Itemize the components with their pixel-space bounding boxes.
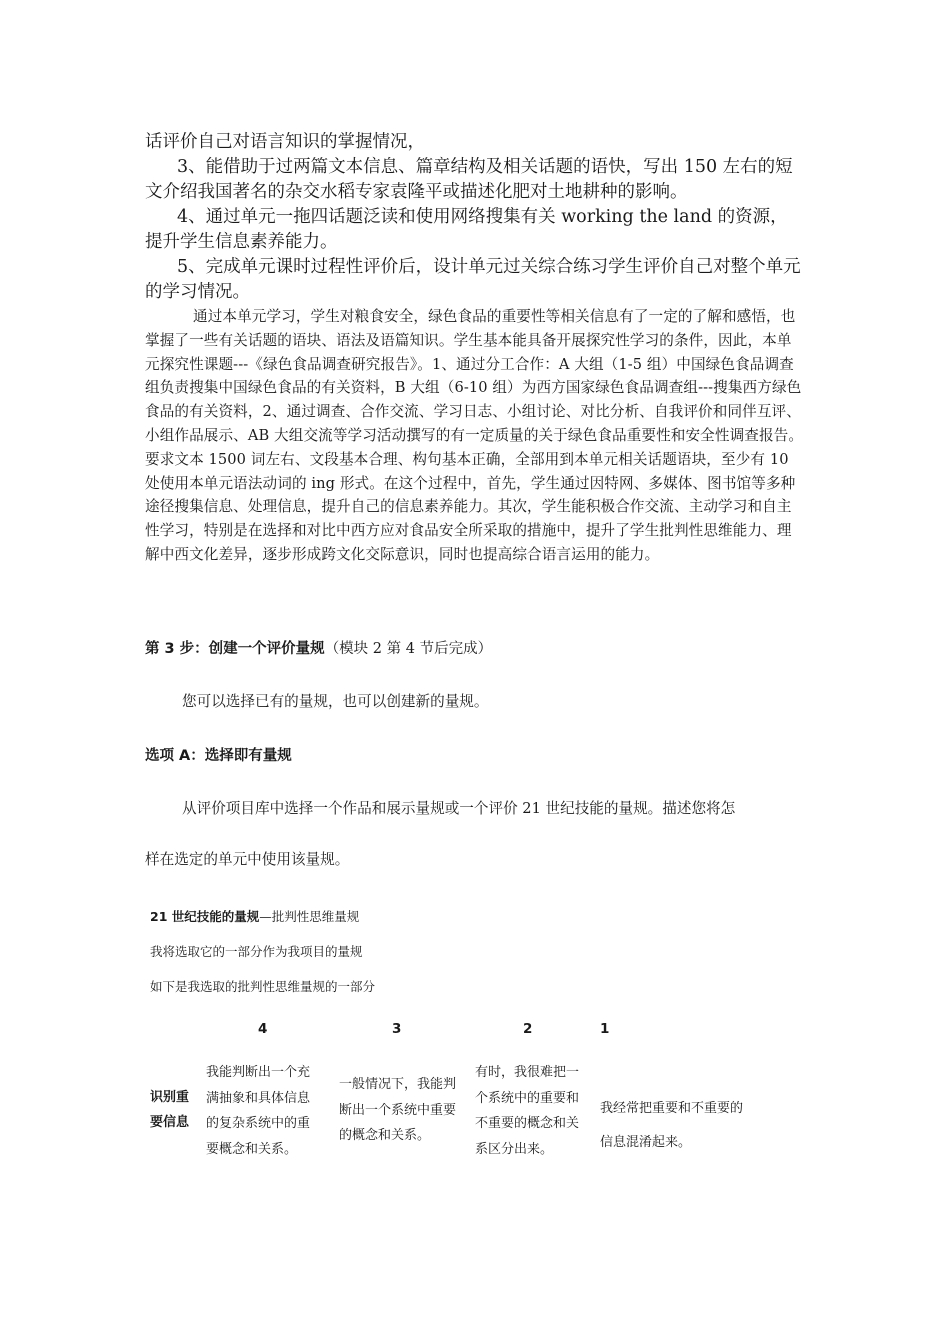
step3-description: 您可以选择已有的量规，也可以创建新的量规。 xyxy=(182,693,489,710)
step3-heading-note: （模块 2 第 4 节后完成） xyxy=(324,641,493,657)
rubric-title-bold: 21 世纪技能的量规 xyxy=(150,909,260,924)
option-a-heading-bold: 选项 A：选择即有量规 xyxy=(145,748,292,764)
rubric-cell-level-4: 我能判断出一个充满抽象和具体信息的复杂系统中的重要概念和关系。 xyxy=(206,1065,311,1157)
rubric-cell-level-2: 有时，我很难把一个系统中的重要和不重要的概念和关系区分出来。 xyxy=(475,1065,580,1157)
step3-heading-bold: 第 3 步：创建一个评价量规 xyxy=(145,641,325,657)
level-header-3: 3 xyxy=(392,1021,402,1037)
summary-paragraph: 通过本单元学习，学生对粮食安全，绿色食品的重要性等相关信息有了一定的了解和感悟，也掌握了一些有关话题的语块、语法及语篇知识。学生基本能具备开展探究性学习的条件，因此，本单元探究性课题---《绿色食品调查研究报告》。1、通过分工合作：A 大组（1-5 组）中国绿色食品调查组负责搜集中国绿色食品的有关资料，B 大组（6-10 组）为西方国家绿色食品调查组---搜集西方绿色食品的有关资料，2、通过调查、合作交流、学习日志、小组讨论、对比分析、自我评价和同伴互评、小组作品展示、AB 大组交流等学习活动撰写的有一定质量的关于绿色食品重要性和安全性调查报告。要求文本 1500 词左右、文段基本合理、构句基本正确，全部用到本单元相关话题语块，至少有 10 处使用本单元语法动词的 ing 形式。在这个过程中，首先，学生通过因特网、多媒体、图书馆等多种途径搜集信息、处理信息，提升自己的信息素养能力。其次，学生能积极合作交流、主动学习和自主性学习，特别是在选择和对比中西方应对食品安全所采取的措施中，提升了学生批判性思维能力、理解中西文化差异，逐步形成跨文化交际意识，同时也提高综合语言运用的能力。 xyxy=(145,308,804,563)
rubric-title-rest: —批判性思维量规 xyxy=(259,909,360,924)
step3-heading xyxy=(145,637,492,658)
level-header-1: 1 xyxy=(600,1021,610,1037)
intro-line-1: 话评价自己对语言知识的掌握情况， xyxy=(145,132,425,152)
level-header-2: 2 xyxy=(523,1021,533,1037)
intro-item-3: 3、能借助于过两篇文本信息、篇章结构及相关话题的语快，写出 150 左右的短文介绍我国著名的杂交水稻专家袁隆平或描述化肥对土地耕种的影响。 xyxy=(145,157,793,202)
rubric-note-2: 如下是我选取的批判性思维量规的一部分 xyxy=(150,979,376,994)
intro-item-4: 4、通过单元一拖四话题泛读和使用网络搜集有关 working the land 的资源，提升学生信息素养能力。 xyxy=(145,207,788,252)
rubric-note-1: 我将选取它的一部分作为我项目的量规 xyxy=(150,944,363,959)
option-a-heading xyxy=(145,744,292,765)
option-a-description-line-1: 从评价项目库中选择一个作品和展示量规或一个评价 21 世纪技能的量规。描述您将怎 xyxy=(182,800,736,817)
level-header-4: 4 xyxy=(258,1021,268,1037)
rubric-cell-level-1: 我经常把重要和不重要的信息混淆起来。 xyxy=(600,1101,744,1150)
option-a-description-line-2: 样在选定的单元中使用该量规。 xyxy=(145,851,350,868)
criterion-label: 识别重要信息 xyxy=(150,1090,190,1130)
rubric-cell-level-3: 一般情况下，我能判断出一个系统中重要的概念和关系。 xyxy=(339,1077,457,1143)
intro-item-5: 5、完成单元课时过程性评价后，设计单元过关综合练习学生评价自己对整个单元的学习情况。 xyxy=(145,257,801,302)
rubric-title xyxy=(150,907,359,925)
